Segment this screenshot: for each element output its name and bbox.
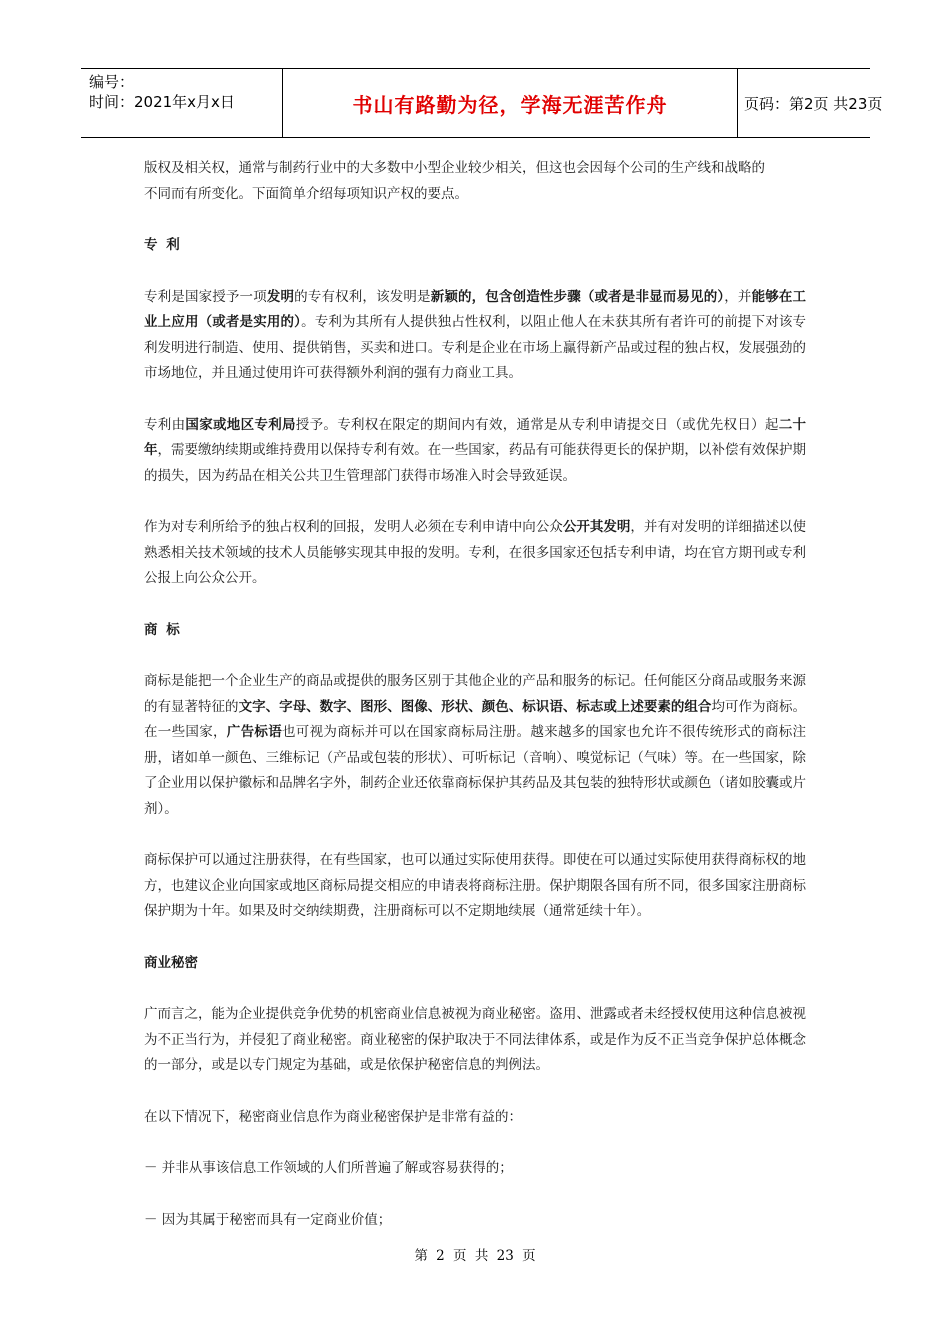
trade-secret-paragraph-1: 广而言之，能为企业提供竞争优势的机密商业信息被视为商业秘密。盗用、泄露或者未经授权使用这种信息被视为不正当行为，并侵犯了商业秘密。商业秘密的保护取决于不同法律体系，或是作为反不正当竞争保护总体概念的一部分，或是以专门规定为基础，或是依保护秘密信息的判例法。: [144, 1006, 806, 1073]
trademark-paragraph-2: 商标保护可以通过注册获得，在有些国家，也可以通过实际使用获得。即使在可以通过实际使用获得商标权的地方，也建议企业向国家或地区商标局提交相应的申请表将商标注册。保护期限各国有所不同，很多国家注册商标保护期为十年。如果及时交纳续期费，注册商标可以不定期地续展（通常延续十年）。: [144, 852, 806, 919]
document-date-label: 时间：2021年x月x日: [89, 93, 235, 111]
document-header: [81, 68, 883, 138]
header-motto-cell: [283, 69, 738, 137]
trademark-heading: 商 标: [144, 621, 182, 638]
document-number-label: 编号：: [89, 73, 135, 91]
trade-secret-paragraph-2: 在以下情况下，秘密商业信息作为商业秘密保护是非常有益的：: [144, 1108, 522, 1125]
header-page-info: 页码：第2页 共23页: [744, 94, 883, 113]
trademark-paragraph-1: 商标是能把一个企业生产的商品或提供的服务区别于其他企业的产品和服务的标记。任何能区分商品或服务来源的有显著特征的文字、字母、数字、图形、图像、形状、颜色、标识语、标志或上述要素的组合均可作为商标。在一些国家，广告标语也可视为商标并可以在国家商标局注册。越来越多的国家也允许不很传统形式的商标注册，诸如单一颜色、三维标记（产品或包装的形状）、可听标记（音响）、嗅觉标记（气味）等。在一些国家，除了企业用以保护徽标和品牌名字外，制药企业还依靠商标保护其药品及其包装的独特形状或颜色（诸如胶囊或片剂）。: [144, 673, 807, 817]
header-motto: 书山有路勤为径，学海无涯苦作舟: [352, 92, 668, 117]
header-page-cell: [738, 69, 883, 137]
trade-secret-heading: 商业秘密: [144, 954, 198, 971]
patent-paragraph-1: 专利是国家授予一项发明的专有权利，该发明是新颖的，包含创造性步骤（或者是非显而易见的），并能够在工业上应用（或者是实用的）。专利为其所有人提供独占性权利，以阻止他人在未获其所有者许可的前提下对该专利发明进行制造、使用、提供销售，买卖和进口。专利是企业在市场上赢得新产品或过程的独占权，发展强劲的市场地位，并且通过使用许可获得额外利润的强有力商业工具。: [144, 288, 807, 381]
intro-line-2: 不同而有所变化。下面简单介绍每项知识产权的要点。: [144, 185, 468, 202]
patent-heading: 专 利: [144, 237, 182, 253]
page-footer: 第 2 页 共 23 页: [414, 1248, 536, 1264]
list-item: － 因为其属于秘密而具有一定商业价值；: [144, 1211, 392, 1228]
patent-paragraph-3: 作为对专利所给予的独占权利的回报，发明人必须在专利申请中向公众公开其发明，并有对发明的详细描述以使熟悉相关技术领域的技术人员能够实现其申报的发明。专利，在很多国家还包括专利申请，均在官方期刊或专利公报上向公众公开。: [144, 519, 807, 586]
document-body: [144, 156, 806, 1233]
intro-line-1: 版权及相关权，通常与制药行业中的大多数中小型企业较少相关，但这也会因每个公司的生产线和战略的: [144, 160, 765, 176]
list-item: － 并非从事该信息工作领域的人们所普遍了解或容易获得的；: [144, 1160, 513, 1176]
patent-paragraph-2: 专利由国家或地区专利局授予。专利权在限定的期间内有效，通常是从专利申请提交日（或优先权日）起二十年，需要缴纳续期或维持费用以保持专利有效。在一些国家，药品有可能获得更长的保护期，以补偿有效保护期的损失，因为药品在相关公共卫生管理部门获得市场准入时会导致延误。: [144, 416, 807, 484]
intro-paragraph: [144, 156, 806, 207]
header-meta-cell: [81, 69, 283, 137]
